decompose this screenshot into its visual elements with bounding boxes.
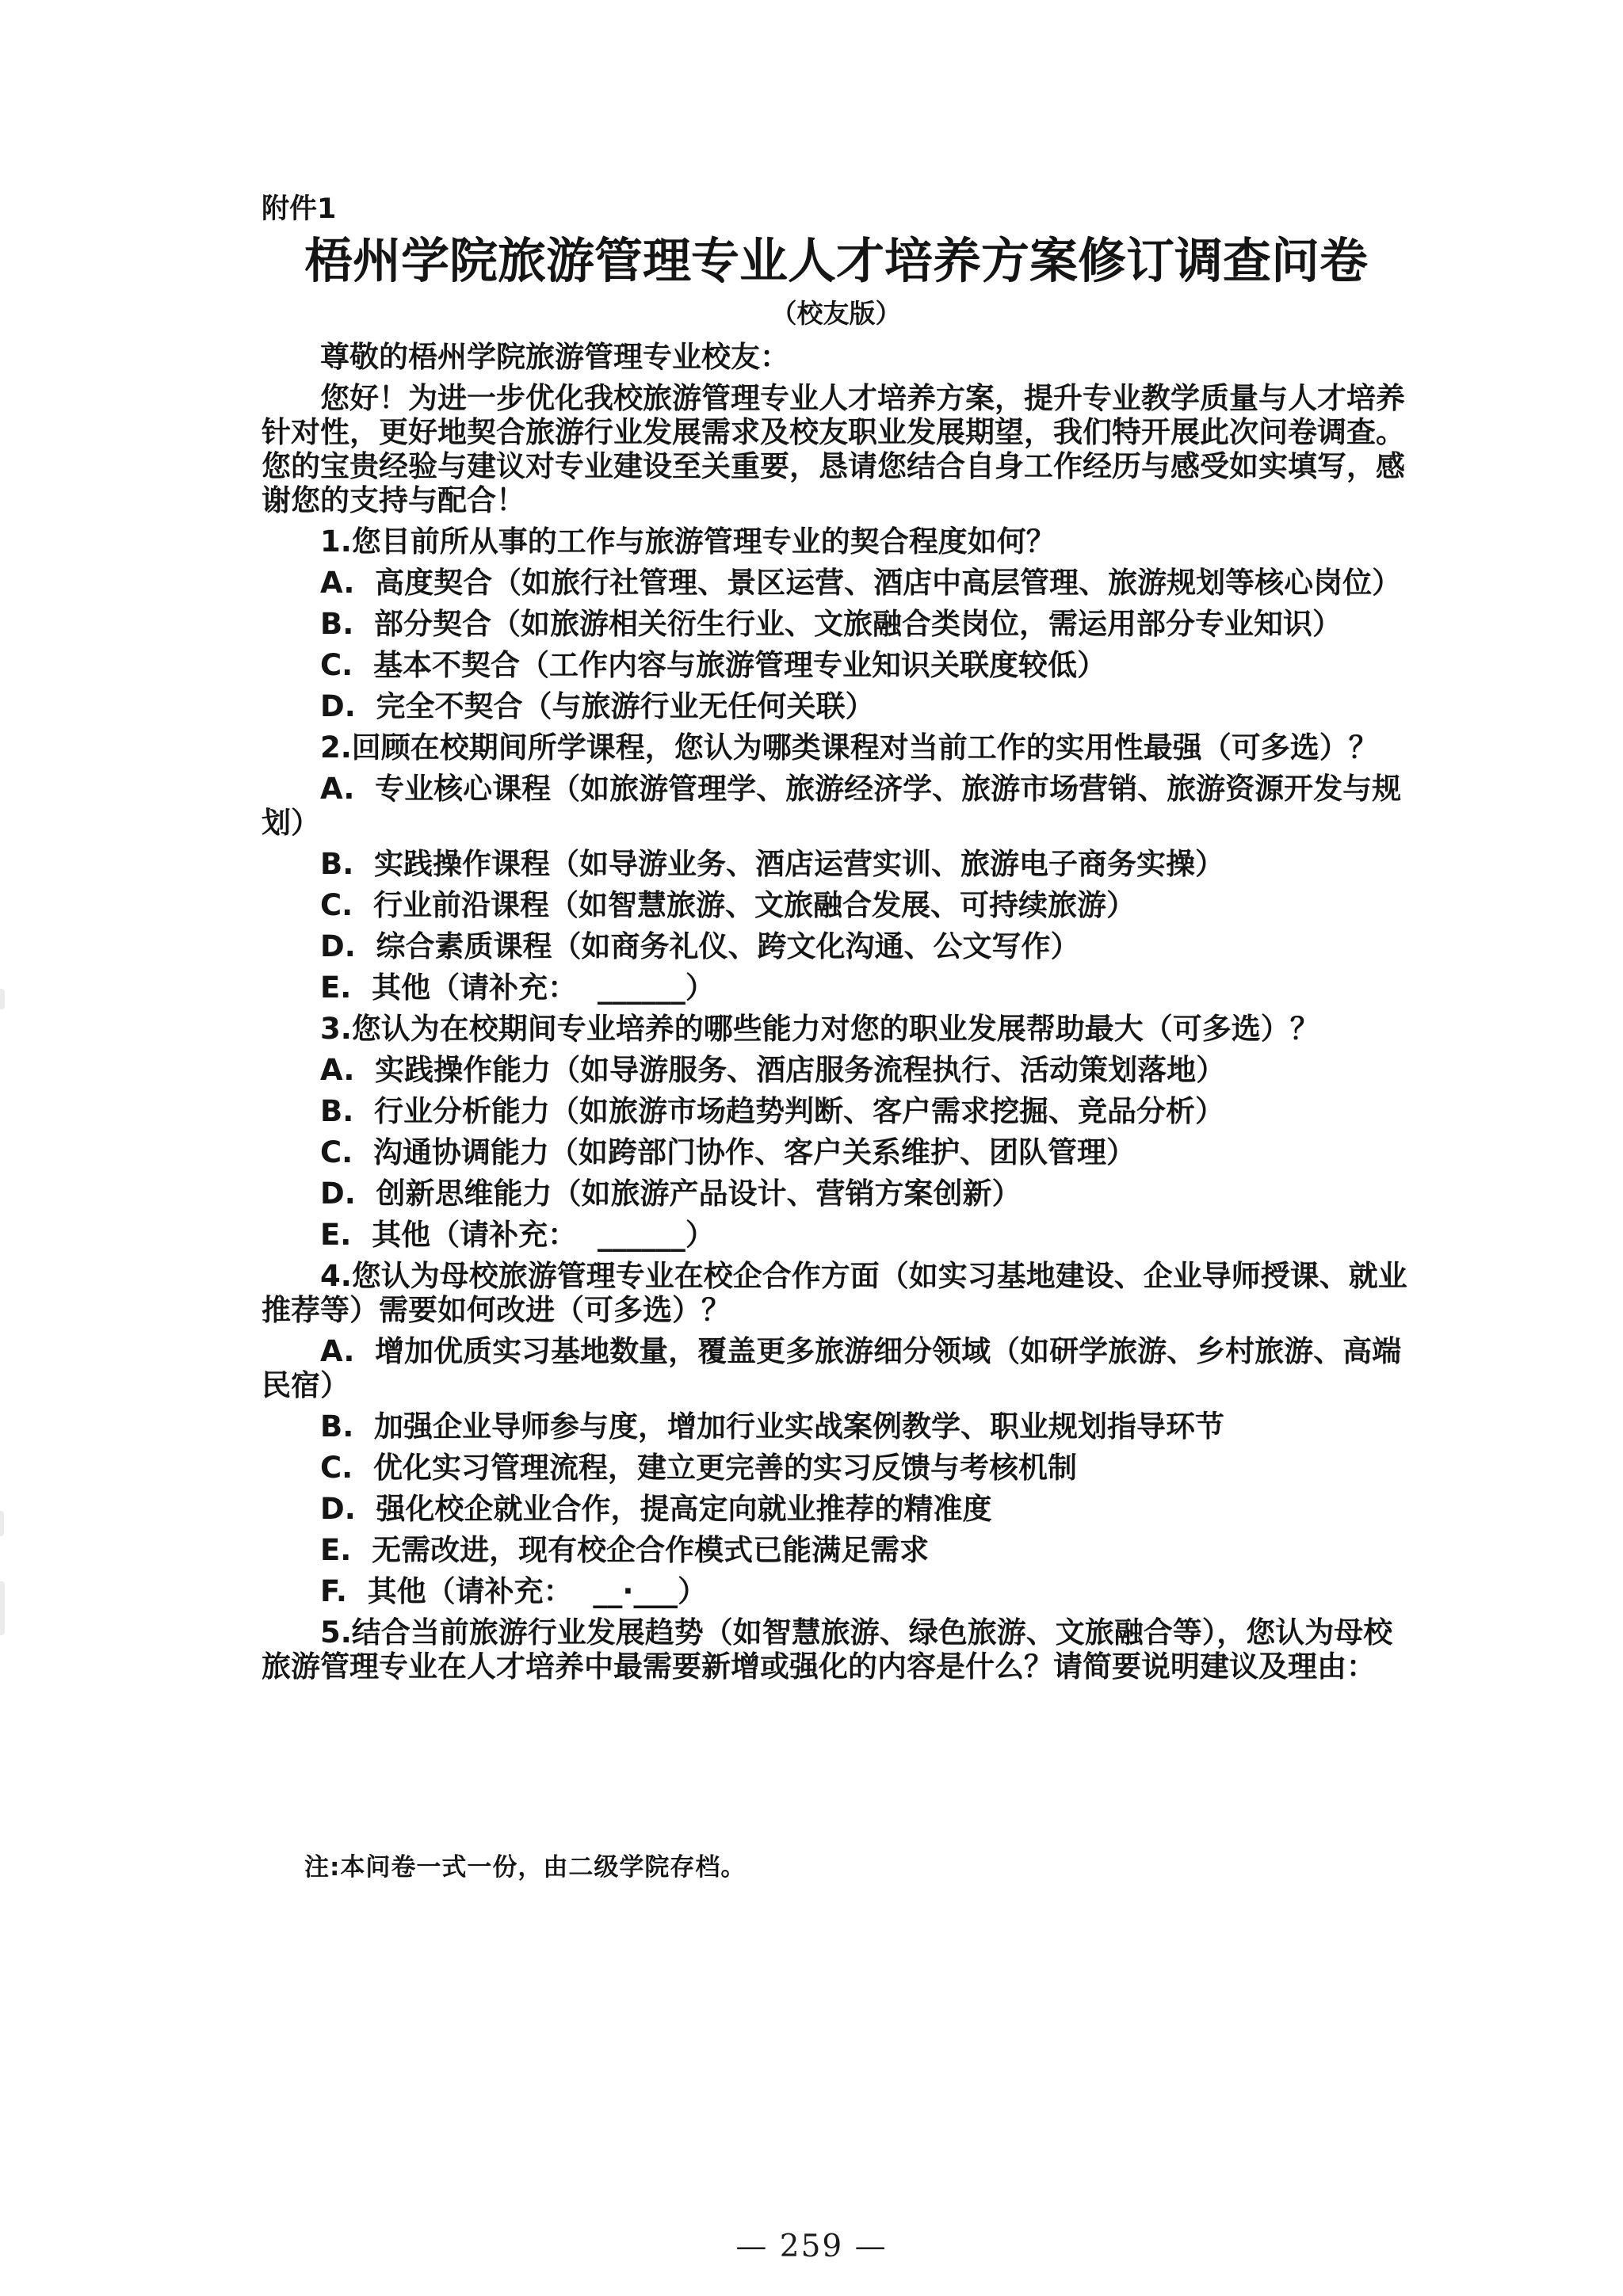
question-4-option-b: B. 加强企业导师参与度，增加行业实战案例教学、职业规划指导环节	[320, 1409, 1225, 1444]
question-1-option-b: B. 部分契合（如旅游相关衍生行业、文旅融合类岗位，需运用部分专业知识）	[320, 607, 1342, 641]
question-4-option-a: A. 增加优质实习基地数量，覆盖更多旅游细分领域（如研学旅游、乡村旅游、高端民宿）	[262, 1334, 1402, 1402]
question-1-option-a: A. 高度契合（如旅行社管理、景区运营、酒店中高层管理、旅游规划等核心岗位）	[320, 566, 1402, 600]
question-3-option-b: B. 行业分析能力（如旅游市场趋势判断、客户需求挖掘、竞品分析）	[320, 1094, 1225, 1128]
document-title: 梧州学院旅游管理专业人才培养方案修订调查问卷	[304, 233, 1368, 289]
scan-artifact	[0, 1511, 4, 1536]
question-4: 4.您认为母校旅游管理专业在校企合作方面（如实习基地建设、企业导师授课、就业推荐等）需要如何改进（可多选）？	[262, 1259, 1407, 1327]
question-4-option-c: C. 优化实习管理流程，建立更完善的实习反馈与考核机制	[320, 1451, 1077, 1485]
question-2-option-d: D. 综合素质课程（如商务礼仪、跨文化沟通、公文写作）	[320, 929, 1080, 963]
question-2-option-c: C. 行业前沿课程（如智慧旅游、文旅融合发展、可持续旅游）	[320, 888, 1136, 922]
question-3: 3.您认为在校期间专业培养的哪些能力对您的职业发展帮助最大（可多选）？	[320, 1012, 1319, 1046]
question-2-option-a: A. 专业核心课程（如旅游管理学、旅游经济学、旅游市场营销、旅游资源开发与规划）	[262, 772, 1402, 840]
page-number: — 259 —	[735, 2229, 888, 2264]
document-body	[262, 193, 1411, 1691]
scan-artifact	[0, 989, 5, 1009]
intro-paragraph: 您好！为进一步优化我校旅游管理专业人才培养方案，提升专业教学质量与人才培养针对性，更好地契合旅游行业发展需求及校友职业发展期望，我们特开展此次问卷调查。您的宝贵经验与建议对专业建设至关重要，恳请您结合自身工作经历与感受如实填写，感谢您的支持与配合！	[262, 381, 1405, 517]
question-4-option-e: E. 无需改进，现有校企合作模式已能满足需求	[320, 1533, 930, 1567]
question-5: 5.结合当前旅游行业发展趋势（如智慧旅游、绿色旅游、文旅融合等），您认为母校旅游管理专业在人才培养中最需要新增或强化的内容是什么？请简要说明建议及理由：	[262, 1615, 1393, 1684]
question-2-option-b: B. 实践操作课程（如导游业务、酒店运营实训、旅游电子商务实操）	[320, 847, 1225, 881]
question-1-option-c: C. 基本不契合（工作内容与旅游管理专业知识关联度较低）	[320, 648, 1106, 682]
question-1-option-d: D. 完全不契合（与旅游行业无任何关联）	[320, 689, 875, 723]
edition-label: （校友版）	[770, 298, 902, 329]
question-2-option-e: E. 其他（请补充： ______）	[320, 971, 715, 1005]
attachment-label: 附件1	[262, 193, 337, 225]
question-2: 2.回顾在校期间所学课程，您认为哪类课程对当前工作的实用性最强（可多选）？	[320, 730, 1378, 765]
question-3-option-d: D. 创新思维能力（如旅游产品设计、营销方案创新）	[320, 1177, 1022, 1211]
question-3-option-e: E. 其他（请补充： ______）	[320, 1218, 715, 1252]
scan-artifact	[0, 1581, 5, 1635]
question-4-option-d: D. 强化校企就业合作，提高定向就业推荐的精准度	[320, 1492, 992, 1526]
question-1: 1.您目前所从事的工作与旅游管理专业的契合程度如何？	[320, 524, 1056, 559]
archive-note: 注:本问卷一式一份，由二级学院存档。	[304, 1853, 747, 1882]
question-3-option-c: C. 沟通协调能力（如跨部门协作、客户关系维护、团队管理）	[320, 1135, 1136, 1169]
question-4-option-f: F. 其他（请补充： __·___）	[320, 1574, 707, 1608]
salutation: 尊敬的梧州学院旅游管理专业校友：	[320, 340, 789, 374]
question-3-option-a: A. 实践操作能力（如导游服务、酒店服务流程执行、活动策划落地）	[320, 1053, 1226, 1087]
